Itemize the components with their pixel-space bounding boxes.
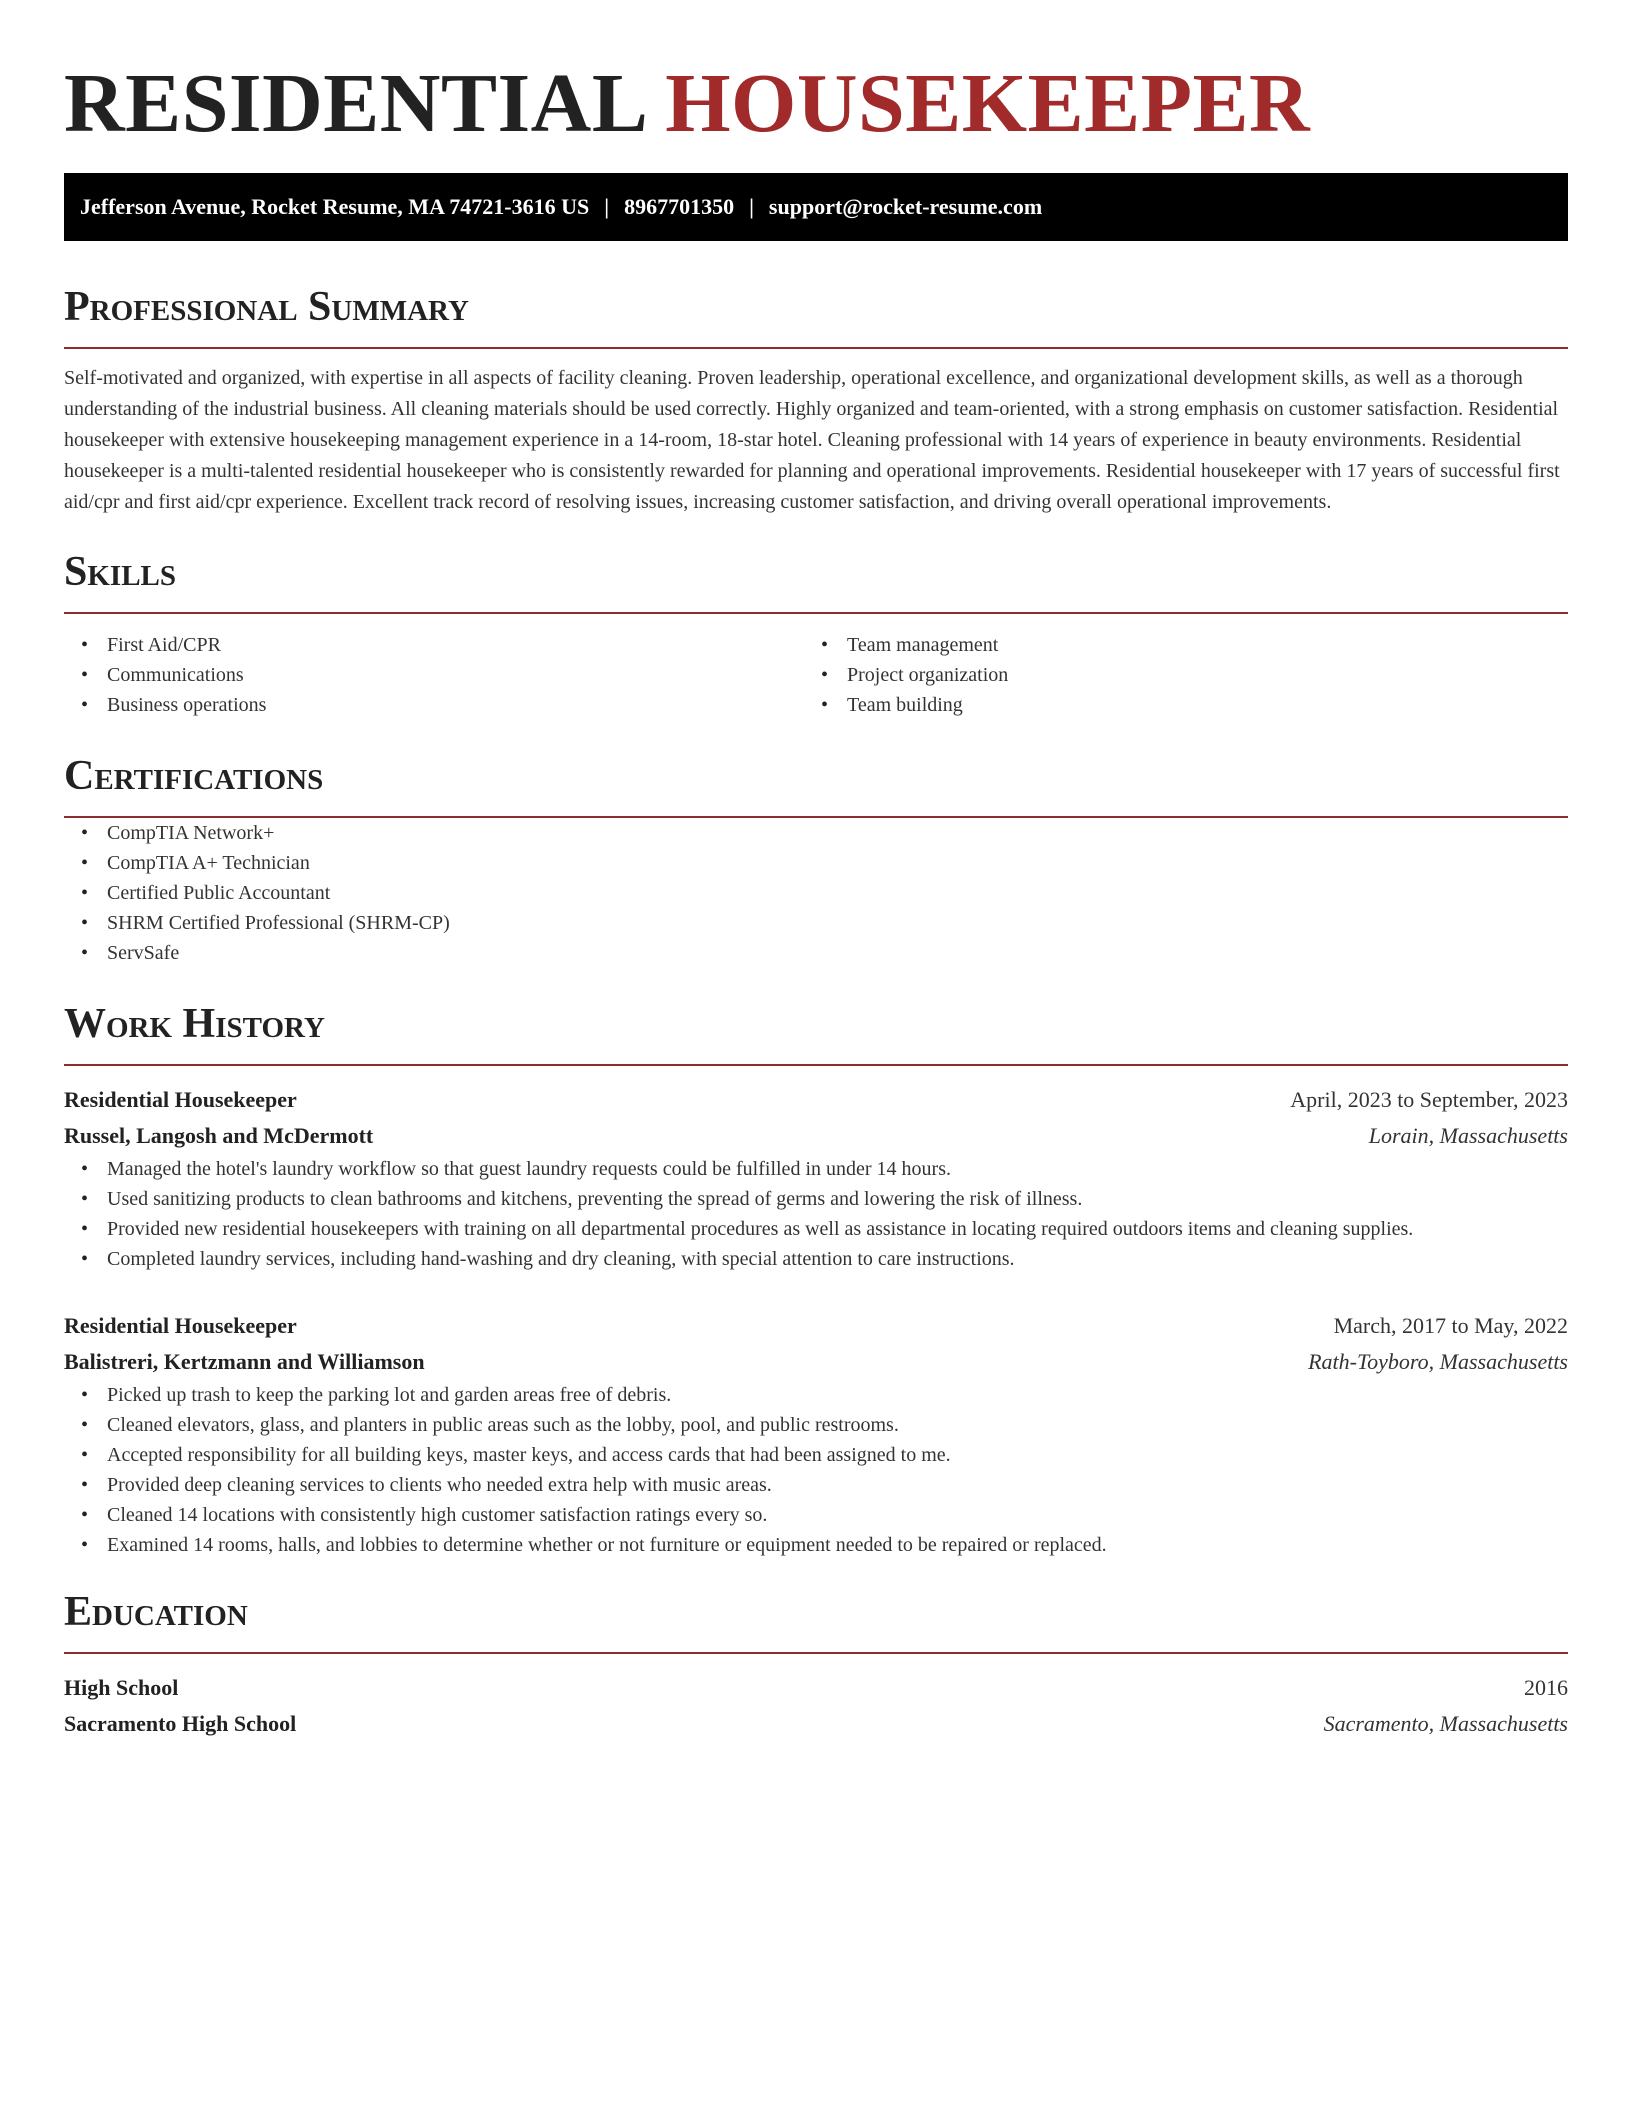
certifications-heading: Certifications xyxy=(64,753,324,799)
job-duty: • Examined 14 rooms, halls, and lobbies to determine whether or not furniture or equipment needed to be repaired or replaced. xyxy=(107,1530,1568,1560)
education-heading: Education xyxy=(64,1589,248,1635)
skills-column-right xyxy=(804,630,1544,720)
education-school-row xyxy=(64,1706,1568,1742)
name-last: HOUSEKEEPER xyxy=(665,57,1311,150)
skills-grid xyxy=(64,630,1568,720)
certification-item: • SHRM Certified Professional (SHRM-CP) xyxy=(107,908,1568,938)
skill-item: • Team management xyxy=(847,630,1544,660)
skills-heading: Skills xyxy=(64,549,177,595)
job-duty: • Provided new residential housekeepers with training on all departmental procedures as well as assistance in locating required outdoors items and cleaning supplies. xyxy=(107,1214,1568,1244)
job-location: Lorain, Massachusetts xyxy=(1368,1123,1568,1148)
job-title: Residential Housekeeper xyxy=(64,1087,297,1112)
certification-item: • CompTIA Network+ xyxy=(107,818,1568,848)
education-school: Sacramento High School xyxy=(64,1711,297,1736)
job-duty: • Provided deep cleaning services to clients who needed extra help with music areas. xyxy=(107,1470,1568,1500)
skill-item: • Team building xyxy=(847,690,1544,720)
job-entry xyxy=(64,1082,1568,1274)
job-title-row xyxy=(64,1308,1568,1344)
section-divider xyxy=(64,1064,1568,1066)
job-dates: April, 2023 to September, 2023 xyxy=(1290,1087,1568,1112)
section-divider xyxy=(64,612,1568,614)
job-duty: • Cleaned elevators, glass, and planters in public areas such as the lobby, pool, and public restrooms. xyxy=(107,1410,1568,1440)
job-location: Rath-Toyboro, Massachusetts xyxy=(1308,1349,1568,1374)
education-degree-row xyxy=(64,1670,1568,1706)
section-divider xyxy=(64,1652,1568,1654)
job-title: Residential Housekeeper xyxy=(64,1313,297,1338)
job-dates: March, 2017 to May, 2022 xyxy=(1333,1313,1568,1338)
certifications-list xyxy=(64,818,1568,968)
resume-name xyxy=(64,56,1568,152)
name-first: RESIDENTIAL xyxy=(64,57,644,150)
skill-item: • First Aid/CPR xyxy=(107,630,804,660)
job-duty: • Cleaned 14 locations with consistently high customer satisfaction ratings every so. xyxy=(107,1500,1568,1530)
education-location: Sacramento, Massachusetts xyxy=(1323,1711,1568,1736)
job-duty: • Managed the hotel's laundry workflow so that guest laundry requests could be fulfilled in under 14 hours. xyxy=(107,1154,1568,1184)
skill-item: • Communications xyxy=(107,660,804,690)
certification-item: • Certified Public Accountant xyxy=(107,878,1568,908)
section-divider xyxy=(64,347,1568,349)
job-entry xyxy=(64,1308,1568,1560)
summary-heading: Professional Summary xyxy=(64,284,469,330)
job-duty: • Picked up trash to keep the parking lot and garden areas free of debris. xyxy=(107,1380,1568,1410)
contact-address: Jefferson Avenue, Rocket Resume, MA 74721-3616 US xyxy=(80,194,590,219)
education-degree: High School xyxy=(64,1675,179,1700)
contact-bar xyxy=(64,173,1568,241)
contact-email: support@rocket-resume.com xyxy=(768,194,1043,219)
job-duty: • Used sanitizing products to clean bathrooms and kitchens, preventing the spread of germs and lowering the risk of illness. xyxy=(107,1184,1568,1214)
contact-separator: | xyxy=(604,194,610,219)
job-title-row xyxy=(64,1082,1568,1118)
job-duties-list xyxy=(64,1154,1568,1274)
skills-column-left xyxy=(64,630,804,720)
summary-text: Self-motivated and organized, with expertise in all aspects of facility cleaning. Proven leadership, operational excellence, and organizational development skills, as well as a thorough understanding of the industrial business. All cleaning materials should be used correctly. Highly organized and team-oriented, with a strong emphasis on customer satisfaction. Residential housekeeper with extensive housekeeping management experience in a 14-room, 18-star hotel. Cleaning professional with 14 years of experience in beauty environments. Residential housekeeper is a multi-talented residential housekeeper who is consistently rewarded for planning and operational improvements. Residential housekeeper with 17 years of successful first aid/cpr and first aid/cpr experience. Excellent track record of resolving issues, increasing customer satisfaction, and driving overall operational improvements. xyxy=(64,367,1560,513)
skill-item: • Project organization xyxy=(847,660,1544,690)
work-history-heading: Work History xyxy=(64,1001,325,1047)
job-company-row xyxy=(64,1344,1568,1380)
job-duty: • Accepted responsibility for all building keys, master keys, and access cards that had been assigned to me. xyxy=(107,1440,1568,1470)
education-entry xyxy=(64,1670,1568,1742)
job-duties-list xyxy=(64,1380,1568,1560)
education-year: 2016 xyxy=(1524,1675,1568,1700)
job-duty: • Completed laundry services, including hand-washing and dry cleaning, with special attention to care instructions. xyxy=(107,1244,1568,1274)
skill-item: • Business operations xyxy=(107,690,804,720)
job-company: Russel, Langosh and McDermott xyxy=(64,1123,374,1148)
job-company: Balistreri, Kertzmann and Williamson xyxy=(64,1349,425,1374)
job-company-row xyxy=(64,1118,1568,1154)
contact-separator: | xyxy=(749,194,754,219)
certification-item: • CompTIA A+ Technician xyxy=(107,848,1568,878)
certification-item: • ServSafe xyxy=(107,938,1568,968)
contact-phone: 8967701350 xyxy=(624,194,735,219)
